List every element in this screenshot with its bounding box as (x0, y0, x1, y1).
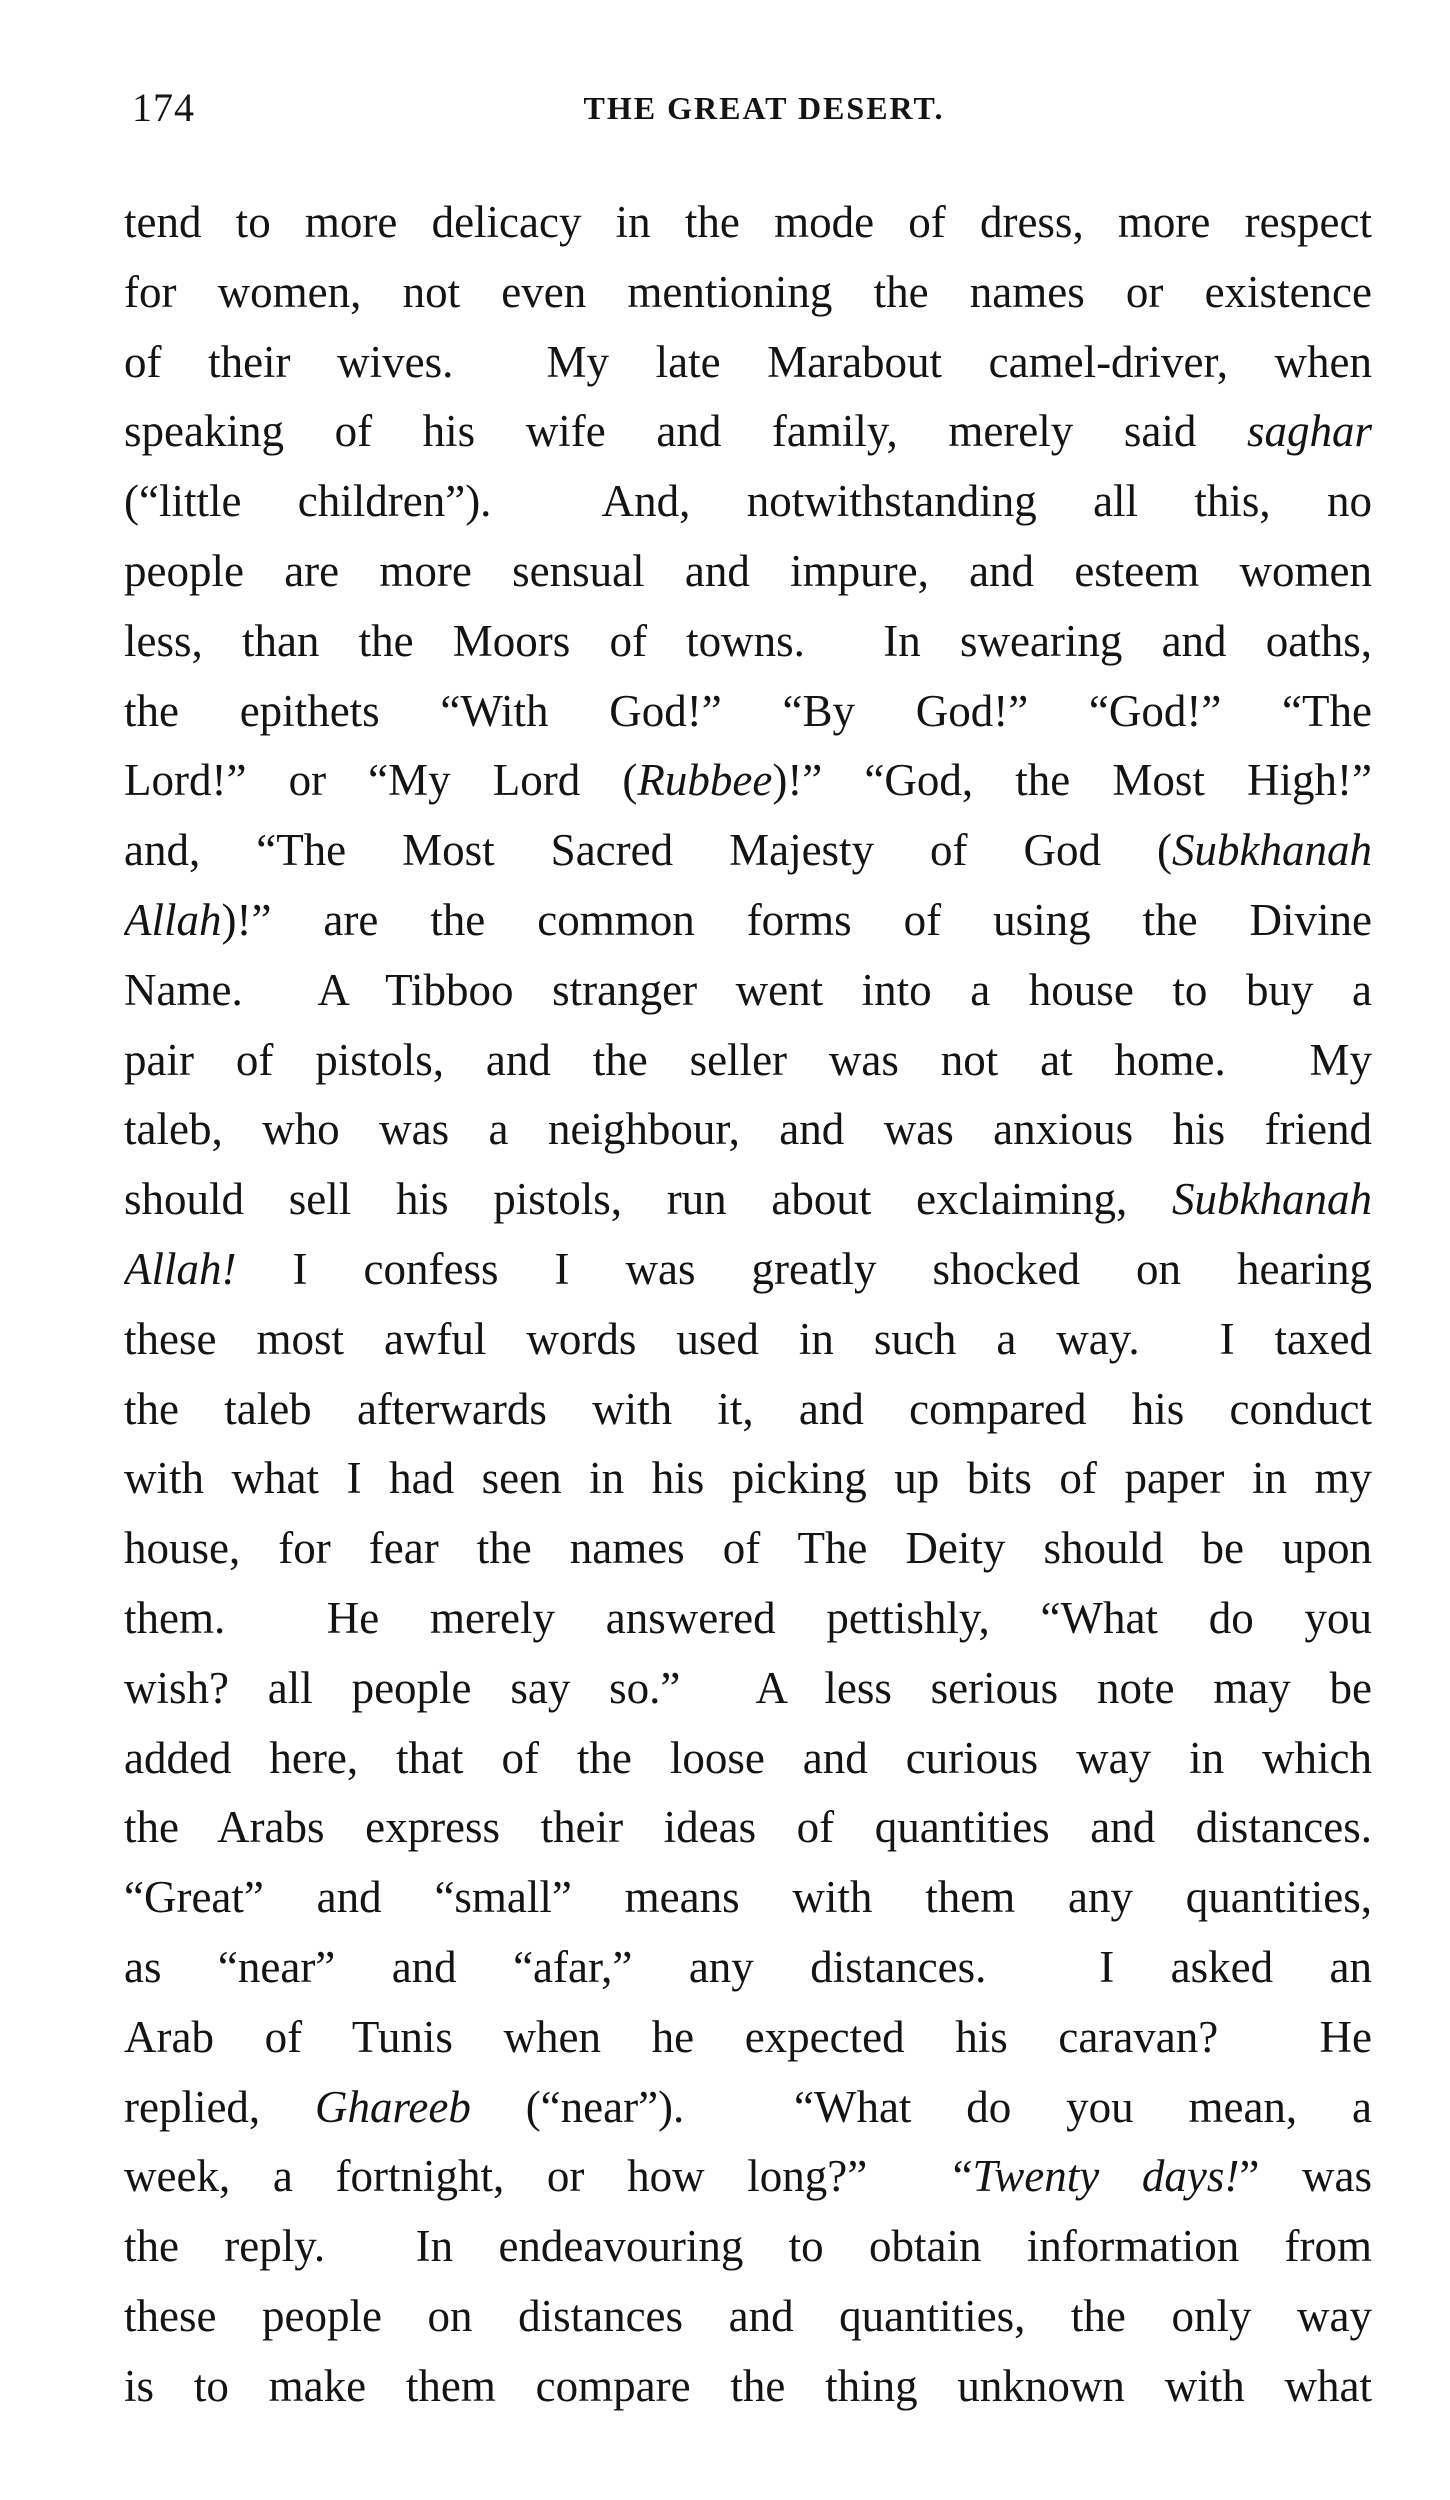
text-segment: these most awful words used in such a way. I taxed (124, 1313, 1372, 1364)
page-header (128, 78, 1370, 138)
italic-text: saghar (1246, 406, 1372, 457)
text-segment: is to make them compare the thing unknown with what (124, 2360, 1372, 2411)
text-line (124, 1375, 1372, 1445)
running-title: THE GREAT DESERT. (583, 90, 945, 126)
text-line (124, 2282, 1372, 2352)
text-line (124, 1095, 1372, 1165)
text-segment: week, a fortnight, or how long?” “ (124, 2151, 973, 2202)
page-number: 174 (132, 85, 195, 130)
text-segment: with what I had seen in his picking up bits of paper in my (124, 1453, 1372, 1504)
text-segment: Lord!” or “My Lord ( (124, 755, 638, 806)
text-segment: )!” “God, the Most High!” (772, 755, 1372, 806)
text-line (124, 467, 1372, 537)
text-segment: and, “The Most Sacred Majesty of God ( (124, 825, 1173, 876)
text-line (124, 1584, 1372, 1654)
text-segment: house, for fear the names of The Deity should be upon (124, 1523, 1372, 1574)
text-segment: the taleb afterwards with it, and compared his conduct (124, 1383, 1372, 1434)
text-line (124, 537, 1372, 607)
text-segment: (“near”). “What do you mean, a (470, 2081, 1372, 2132)
text-segment: Arab of Tunis when he expected his caravan? He (124, 2011, 1372, 2062)
text-line (124, 2073, 1372, 2143)
text-segment: as “near” and “afar,” any distances. I asked an (124, 1941, 1372, 1992)
text-line (124, 1724, 1372, 1794)
text-line (124, 1305, 1372, 1375)
italic-text: Allah (124, 894, 222, 945)
text-line (124, 188, 1372, 258)
text-segment: tend to more delicacy in the mode of dress, more respect (124, 197, 1372, 247)
text-line (124, 1793, 1372, 1863)
italic-text: Rubbee (637, 755, 773, 806)
text-line (124, 2003, 1372, 2073)
text-line (124, 1654, 1372, 1724)
text-segment: I confess I was greatly shocked on hearing (236, 1243, 1372, 1294)
text-segment: people are more sensual and impure, and esteem women (124, 545, 1372, 596)
text-segment: the reply. In endeavouring to obtain information from (124, 2221, 1372, 2272)
text-line (124, 1863, 1372, 1933)
text-line (124, 1235, 1372, 1305)
text-line (124, 2212, 1372, 2282)
text-segment: speaking of his wife and family, merely said (124, 406, 1247, 457)
text-segment: for women, not even mentioning the names or existence (124, 266, 1372, 317)
text-segment: )!” are the common forms of using the Divine (221, 894, 1372, 945)
text-line (124, 607, 1372, 677)
italic-text: Twenty days! (972, 2151, 1240, 2202)
text-line (124, 886, 1372, 956)
text-segment: “Great” and “small” means with them any quantities, (124, 1872, 1372, 1923)
text-line (124, 956, 1372, 1026)
text-segment: ” was (1239, 2151, 1372, 2202)
text-line (124, 1026, 1372, 1096)
body-text (124, 188, 1372, 2422)
text-line (124, 746, 1372, 816)
text-line (124, 677, 1372, 747)
text-line (124, 2352, 1372, 2422)
text-line (124, 397, 1372, 467)
text-line (124, 258, 1372, 328)
text-segment: them. He merely answered pettishly, “What do you (124, 1592, 1372, 1643)
text-line (124, 1444, 1372, 1514)
text-line (124, 816, 1372, 886)
text-line (124, 328, 1372, 398)
text-line (124, 1165, 1372, 1235)
text-segment: should sell his pistols, run about exclaiming, (124, 1174, 1173, 1225)
italic-text: Subkhanah (1172, 825, 1372, 876)
text-line (124, 1933, 1372, 2003)
text-segment: the epithets “With God!” “By God!” “God!” “The (124, 685, 1372, 736)
text-segment: wish? all people say so.” A less serious note may be (124, 1662, 1372, 1713)
italic-text: Subkhanah (1172, 1174, 1372, 1225)
text-segment: taleb, who was a neighbour, and was anxious his friend (124, 1104, 1372, 1155)
italic-text: Allah! (124, 1243, 237, 1294)
text-segment: added here, that of the loose and curious way in which (124, 1732, 1372, 1783)
text-line (124, 2142, 1372, 2212)
text-segment: Name. A Tibboo stranger went into a house to buy a (124, 964, 1372, 1015)
text-segment: the Arabs express their ideas of quantities and distances. (124, 1802, 1372, 1853)
text-segment: (“little children”). And, notwithstanding all this, no (124, 476, 1372, 527)
text-segment: pair of pistols, and the seller was not at home. My (124, 1034, 1372, 1085)
text-segment: these people on distances and quantities, the only way (124, 2290, 1372, 2341)
text-segment: less, than the Moors of towns. In swearing and oaths, (124, 615, 1372, 666)
text-segment: of their wives. My late Marabout camel-driver, when (124, 336, 1372, 387)
italic-text: Ghareeb (315, 2081, 471, 2132)
text-segment: replied, (124, 2081, 316, 2132)
text-line (124, 1514, 1372, 1584)
